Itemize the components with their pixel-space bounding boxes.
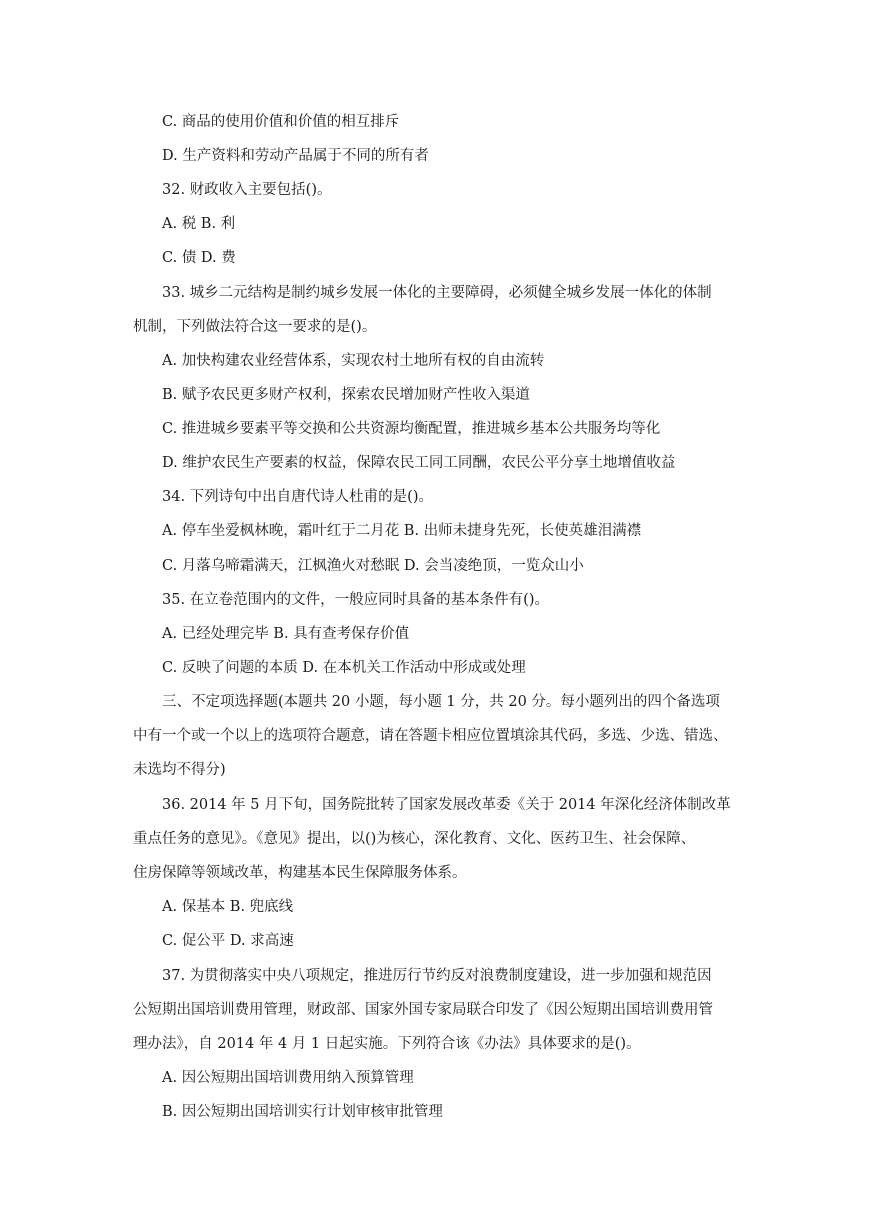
option-33-a: A. 加快构建农业经营体系，实现农村土地所有权的自由流转: [162, 353, 545, 369]
option-34-cd: C. 月落乌啼霜满天，江枫渔火对愁眠 D. 会当凌绝顶，一览众山小: [162, 558, 584, 574]
question-33-line-1: 33. 城乡二元结构是制约城乡发展一体化的主要障碍，必须健全城乡发展一体化的体制: [162, 285, 712, 301]
option-37-a: A. 因公短期出国培训费用纳入预算管理: [162, 1070, 414, 1086]
question-36-line-3: 住房保障等领域改革，构建基本民生保障服务体系。: [133, 865, 467, 881]
question-37-line-3: 理办法》，自 2014 年 4 月 1 日起实施。下列符合该《办法》具体要求的是()。: [133, 1036, 641, 1052]
option-33-d: D. 维护农民生产要素的权益，保障农民工同工同酬，农民公平分享土地增值收益: [162, 455, 676, 471]
option-31-c: C. 商品的使用价值和价值的相互排斥: [162, 114, 400, 130]
option-37-b: B. 因公短期出国培训实行计划审核审批管理: [162, 1104, 443, 1120]
option-36-cd: C. 促公平 D. 求高速: [162, 933, 294, 949]
section-3-heading-line-2: 中有一个或一个以上的选项符合题意，请在答题卡相应位置填涂其代码，多选、少选、错选、: [133, 728, 728, 744]
section-3-heading-line-3: 未选均不得分): [133, 762, 226, 778]
question-37-line-1: 37. 为贯彻落实中央八项规定，推进厉行节约反对浪费制度建设，进一步加强和规范因: [162, 968, 712, 984]
question-34: 34. 下列诗句中出自唐代诗人杜甫的是()。: [162, 489, 433, 505]
option-32-cd: C. 债 D. 费: [162, 250, 236, 266]
option-35-ab: A. 已经处理完毕 B. 具有查考保存价值: [162, 626, 410, 642]
option-31-d: D. 生产资料和劳动产品属于不同的所有者: [162, 148, 429, 164]
question-33-line-2: 机制，下列做法符合这一要求的是()。: [133, 319, 377, 335]
question-36-line-2: 重点任务的意见》。《意见》提出，以()为核心，深化教育、文化、医药卫生、社会保障、: [133, 831, 696, 847]
option-36-ab: A. 保基本 B. 兜底线: [162, 899, 294, 915]
question-37-line-2: 公短期出国培训费用管理，财政部、国家外国专家局联合印发了《因公短期出国培训费用管: [133, 1002, 713, 1018]
question-32: 32. 财政收入主要包括()。: [162, 182, 332, 198]
option-34-ab: A. 停车坐爱枫林晚，霜叶红于二月花 B. 出师未捷身先死，长使英雄泪满襟: [162, 523, 642, 539]
question-36-line-1: 36. 2014 年 5 月下旬，国务院批转了国家发展改革委《关于 2014 年深化经济体制改革: [162, 797, 731, 813]
section-3-heading-line-1: 三、不定项选择题(本题共 20 小题，每小题 1 分，共 20 分。每小题列出的四个备选项: [162, 694, 720, 710]
option-35-cd: C. 反映了问题的本质 D. 在本机关工作活动中形成或处理: [162, 660, 526, 676]
question-35: 35. 在立卷范围内的文件，一般应同时具备的基本条件有()。: [162, 592, 549, 608]
option-33-b: B. 赋予农民更多财产权利，探索农民增加财产性收入渠道: [162, 387, 530, 403]
option-33-c: C. 推进城乡要素平等交换和公共资源均衡配置，推进城乡基本公共服务均等化: [162, 421, 661, 437]
option-32-ab: A. 税 B. 利: [162, 216, 236, 232]
